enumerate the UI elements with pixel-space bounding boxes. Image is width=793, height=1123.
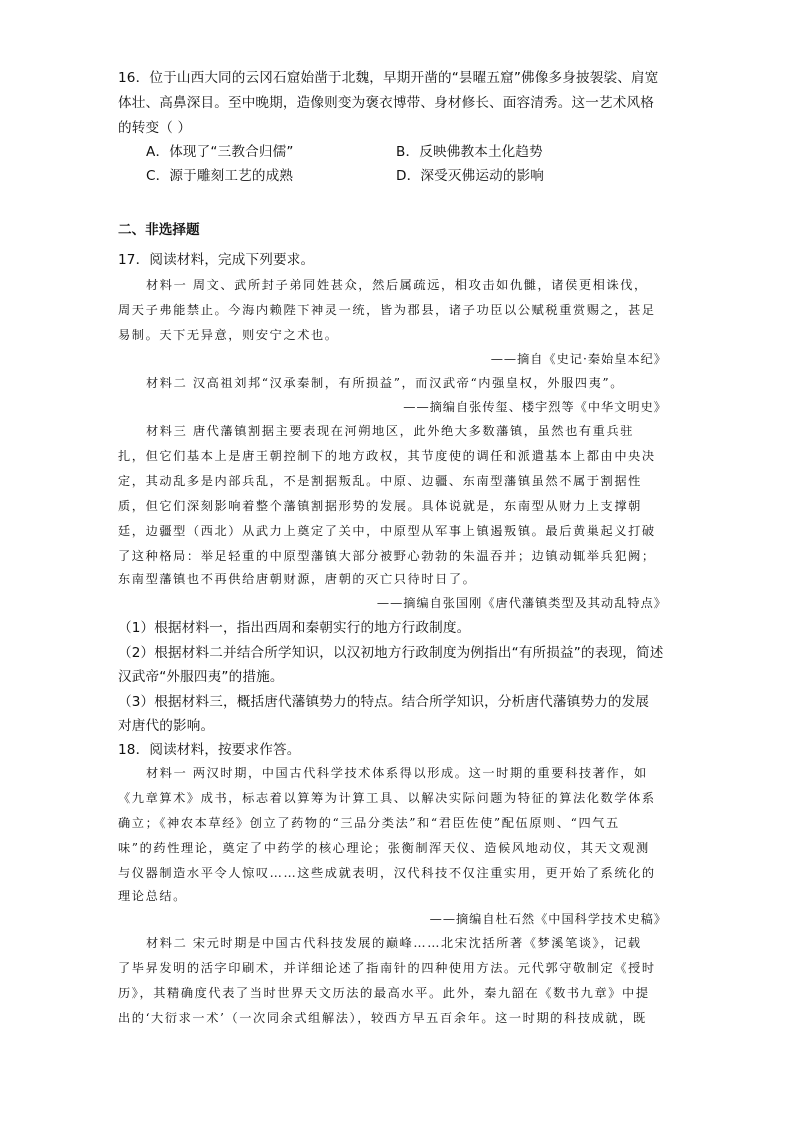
q18-material1-line-2: 《九章算术》成书，标志着以算筹为计算工具、以解决实际问题为特征的算法化数学体系 — [118, 791, 656, 805]
q17-material3-line-7: 东南型藩镇也不再供给唐朝财源，唐朝的灭亡只待时日了。 — [118, 572, 477, 586]
section-title: 二、非选择题 — [118, 222, 200, 238]
q18-material2-line-2: 了毕昇发明的活字印刷术，并详细论述了指南针的四种使用方法。元代郭守敬制定《授时 — [118, 961, 656, 975]
q17-material3-line-1: 材料三 唐代藩镇割据主要表现在河朔地区，此外绝大多数藩镇，虽然也有重兵驻 — [146, 424, 635, 438]
q16-stem-line-1: 16．位于山西大同的云冈石窟始凿于北魏，早期开凿的“昙曜五窟”佛像多身披袈裟、肩宽 — [118, 70, 659, 86]
q18-material2-line-1: 材料二 宋元时期是中国古代科技发展的巅峰……北宋沈括所著《梦溪笔谈》，记载 — [146, 936, 642, 950]
q17-intro: 17．阅读材料，完成下列要求。 — [118, 252, 315, 268]
q17-ask-2: （2）根据材料二并结合所学知识，以汉初地方行政制度为例指出“有所损益”的表现，简述 — [118, 645, 664, 661]
q18-material2-line-3: 历》，其精确度代表了当时世界天文历法的最高水平。此外，秦九韶在《数书九章》中提 — [118, 986, 650, 1000]
q17-material1-line-2: 周天子弗能禁止。今海内赖陛下神灵一统，皆为郡县，诸子功臣以公赋税重赏赐之，甚足 — [118, 303, 656, 317]
q17-material3-line-5: 廷，边疆型（西北）从武力上奠定了关中，中原型从军事上镇遏叛镇。最后黄巢起义打破 — [118, 524, 656, 538]
q18-material2-line-4: 出的‘大衍求一术’（一次同余式组解法），较西方早五百余年。这一时期的科技成就，既 — [118, 1011, 647, 1025]
q17-material3-line-2: 扎，但它们基本上是唐王朝控制下的地方政权，其节度使的调任和派遣基本上都由中央决 — [118, 449, 656, 463]
q17-material1-source: ——摘自《史记·秦始皇本纪》 — [490, 352, 667, 366]
q18-intro: 18．阅读材料，按要求作答。 — [118, 742, 301, 758]
q18-material1-line-3: 确立；《神农本草经》创立了药物的“三品分类法”和“君臣佐使”配伍原则、“四气五 — [118, 816, 620, 830]
q17-material1-line-3: 易制。天下无异意，则安宁之术也。 — [118, 328, 339, 342]
q18-material1-line-5: 与仪器制造水平令人惊叹……这些成就表明，汉代科技不仅注重实用，更开始了系统化的 — [118, 866, 656, 880]
q17-ask-3-cont: 对唐代的影响。 — [118, 718, 215, 734]
q17-ask-2-cont: 汉武帝“外服四夷”的措施。 — [118, 669, 284, 685]
q17-material2: 材料二 汉高祖刘邦“汉承秦制，有所损益”，而汉武帝“内强皇权，外服四夷”。 — [146, 376, 624, 390]
q17-material1-line-1: 材料一 周文、武所封子弟同姓甚众，然后属疏远，相攻击如仇雠，诸侯更相诛伐， — [146, 278, 648, 292]
q16-option-c[interactable]: C．源于雕刻工艺的成熟 — [146, 168, 294, 184]
q17-material3-line-6: 了这种格局：举足轻重的中原型藩镇大部分被野心勃勃的朱温吞并；边镇动辄举兵犯阙； — [118, 549, 656, 563]
q18-material1-line-4: 味”的药性理论，奠定了中药学的核心理论；张衡制浑天仪、造候风地动仪，其天文观测 — [118, 841, 650, 855]
q16-option-b[interactable]: B．反映佛教本土化趋势 — [396, 144, 543, 160]
q16-option-a[interactable]: A．体现了“三教合归儒” — [146, 144, 294, 160]
q17-material3-source: ——摘编自张国刚《唐代藩镇类型及其动乱特点》 — [376, 596, 667, 610]
q17-material3-line-4: 质，但它们深刻影响着整个藩镇割据形势的发展。具体说就是，东南型从财力上支撑朝 — [118, 499, 642, 513]
q16-stem-line-2: 体壮、高鼻深目。至中晚期，造像则变为褒衣博带、身材修长、面容清秀。这一艺术风格 — [118, 95, 655, 111]
q17-ask-1: （1）根据材料一，指出西周和秦朝实行的地方行政制度。 — [118, 620, 471, 636]
q18-material1-line-6: 理论总结。 — [118, 889, 187, 903]
q17-ask-3: （3）根据材料三，概括唐代藩镇势力的特点。结合所学知识，分析唐代藩镇势力的发展 — [118, 694, 650, 710]
q17-material3-line-3: 定，其动乱多是内部兵乱，不是割据叛乱。中原、边疆、东南型藩镇虽然不属于割据性 — [118, 474, 642, 488]
q16-stem-line-3: 的转变（ ） — [118, 120, 192, 136]
q17-material2-source: ——摘编自张传玺、楼宇烈等《中华文明史》 — [403, 400, 667, 414]
q18-material1-line-1: 材料一 两汉时期，中国古代科学技术体系得以形成。这一时期的重要科技著作，如 — [146, 766, 648, 780]
q18-material1-source: ——摘编自杜石然《中国科学技术史稿》 — [429, 912, 667, 926]
q16-option-d[interactable]: D．深受灭佛运动的影响 — [396, 168, 545, 184]
